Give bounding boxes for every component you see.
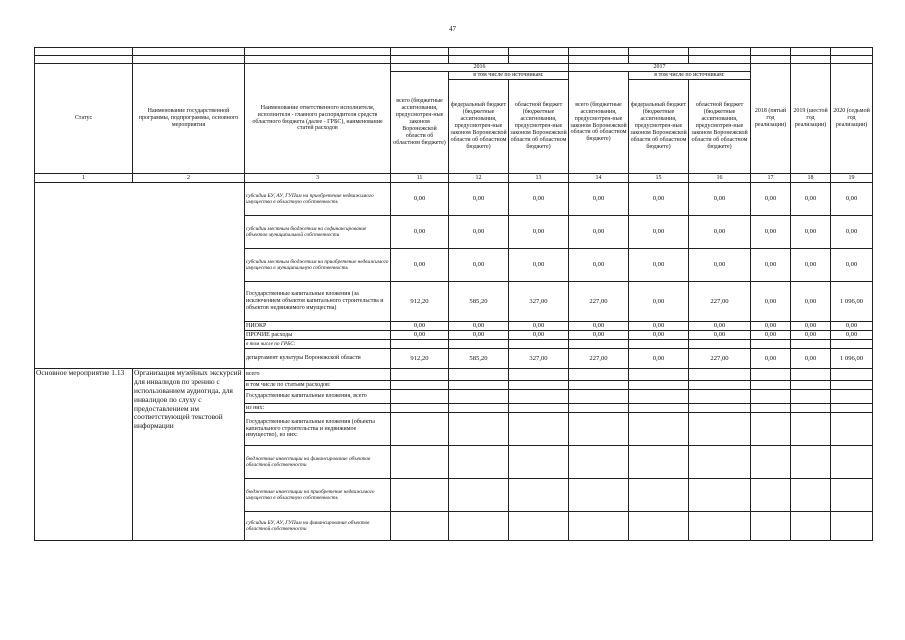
cell-regional-2016: 0,00 bbox=[509, 216, 569, 249]
cell-total-2017: 227,00 bbox=[569, 282, 629, 322]
header-2019: 2019 (шестой год реализации) bbox=[791, 64, 831, 174]
cell-total-2017: 227,00 bbox=[569, 349, 629, 369]
table-row bbox=[35, 369, 873, 381]
cell-2020: 0,00 bbox=[831, 216, 873, 249]
cell-regional-2016: 0,00 bbox=[509, 183, 569, 216]
cell-regional-2016: 0,00 bbox=[509, 331, 569, 340]
cell-federal-2017: 0,00 bbox=[629, 216, 689, 249]
row-label: НИОКР bbox=[245, 322, 391, 331]
row-label: бюджетные инвестиции на финансирование объектов областной собственности bbox=[245, 446, 391, 479]
col-num: 15 bbox=[629, 174, 689, 183]
row-label: бюджетные инвестиции на приобретение недвижимого имущества в областную собственность bbox=[245, 479, 391, 512]
col-num: 18 bbox=[791, 174, 831, 183]
cell-regional-2016: 327,00 bbox=[509, 282, 569, 322]
cell-2018: 0,00 bbox=[751, 331, 791, 340]
cell-regional-2017: 0,00 bbox=[689, 322, 751, 331]
header-federal-2016: федеральный бюджет (бюджетные ассигнования, предусмотрен-ные законом Воронежской области об областном бюджете) bbox=[449, 80, 509, 174]
column-numbers-row bbox=[35, 174, 873, 183]
cell-2020: 0,00 bbox=[831, 322, 873, 331]
col-num: 11 bbox=[391, 174, 449, 183]
cell-total-2017: 0,00 bbox=[569, 322, 629, 331]
cell-total-2016: 912,20 bbox=[391, 349, 449, 369]
cell-2018: 0,00 bbox=[751, 216, 791, 249]
cell-regional-2016: 0,00 bbox=[509, 322, 569, 331]
header-federal-2017: федеральный бюджет (бюджетные ассигнования, предусмотрен-ные законом Воронежской области об областном бюджете) bbox=[629, 80, 689, 174]
header-2018: 2018 (пятый год реализации) bbox=[751, 64, 791, 174]
col-num: 2 bbox=[133, 174, 245, 183]
col-num: 14 bbox=[569, 174, 629, 183]
cell-total-2017: 0,00 bbox=[569, 249, 629, 282]
col-num: 19 bbox=[831, 174, 873, 183]
cell-federal-2017: 0,00 bbox=[629, 183, 689, 216]
cell-regional-2017: 0,00 bbox=[689, 216, 751, 249]
cell-total-2016: 0,00 bbox=[391, 249, 449, 282]
cell-total-2017: 0,00 bbox=[569, 216, 629, 249]
row-label: субсидии БУ, АУ, ГУПам на финансирование объектов областной собственности bbox=[245, 512, 391, 541]
cell-2019: 0,00 bbox=[791, 216, 831, 249]
col-num: 1 bbox=[35, 174, 133, 183]
header-program: Наименование государственной программы, подпрограммы, основного мероприятия bbox=[133, 64, 245, 174]
row-label: Государственные капитальные вложения (объекты капитального строительства и недвижимое имущество), из них: bbox=[245, 413, 391, 446]
header-regional-2017: областной бюджет (бюджетные ассигнования, предусмотрен-ные законом Воронежской области об областном бюджете) bbox=[689, 80, 751, 174]
header-regional-2016: областной бюджет (бюджетные ассигнования, предусмотрен-ные законом Воронежской области об областном бюджете) bbox=[509, 80, 569, 174]
row-label: в том числе по статьям расходов: bbox=[245, 381, 391, 390]
cell-2018: 0,00 bbox=[751, 349, 791, 369]
cell-regional-2016: 327,00 bbox=[509, 349, 569, 369]
cell-federal-2016: 0,00 bbox=[449, 183, 509, 216]
header-status: Статус bbox=[35, 64, 133, 174]
row-label: в том числе по ГРБС: bbox=[245, 340, 391, 349]
col-num: 16 bbox=[689, 174, 751, 183]
row-label: субсидии БУ, АУ, ГУПам на приобретение недвижимого имущества в областную собственность bbox=[245, 183, 391, 216]
cell-regional-2017: 0,00 bbox=[689, 331, 751, 340]
cell-2019: 0,00 bbox=[791, 322, 831, 331]
cell-regional-2017: 227,00 bbox=[689, 349, 751, 369]
row-label: ПРОЧИЕ расходы bbox=[245, 331, 391, 340]
col-num: 17 bbox=[751, 174, 791, 183]
row-label: из них: bbox=[245, 404, 391, 413]
header-total-2016: всего (бюджетные ассигнования, предусмотрен-ные законом Воронежской области об областном бюджете) bbox=[391, 72, 449, 174]
header-year-2016: 2016 bbox=[391, 64, 569, 72]
cell-total-2016: 0,00 bbox=[391, 183, 449, 216]
page-number: 47 bbox=[449, 25, 456, 33]
cell-total-2016: 0,00 bbox=[391, 322, 449, 331]
cell-2019: 0,00 bbox=[791, 249, 831, 282]
header-year-2017: 2017 bbox=[569, 64, 751, 72]
cell-2019: 0,00 bbox=[791, 331, 831, 340]
cell-federal-2016: 585,20 bbox=[449, 282, 509, 322]
cell-federal-2016: 585,20 bbox=[449, 349, 509, 369]
cell-total-2016: 0,00 bbox=[391, 216, 449, 249]
cell-federal-2017: 0,00 bbox=[629, 282, 689, 322]
row-label: Государственные капитальные вложения (за исключением объектов капитального строительства и объектов недвижимого имущества) bbox=[245, 282, 391, 322]
row-label: департамент культуры Воронежской области bbox=[245, 349, 391, 369]
cell-2018: 0,00 bbox=[751, 322, 791, 331]
header-sources-2016: в том числе по источникам: bbox=[449, 72, 569, 80]
cell-2020: 1 096,00 bbox=[831, 349, 873, 369]
cell-regional-2016: 0,00 bbox=[509, 249, 569, 282]
row-label: субсидии местным бюджетам на приобретение недвижимого имущества в муниципальную собственность bbox=[245, 249, 391, 282]
measure-name: Организация музейных экскурсий для инвалидов по зрению с использованием аудиогида, для инвалидов по слуху с предоставлением им соответствующей текстовой информации bbox=[133, 369, 245, 541]
cell-regional-2017: 0,00 bbox=[689, 249, 751, 282]
cell-2020: 0,00 bbox=[831, 249, 873, 282]
cell-federal-2017: 0,00 bbox=[629, 322, 689, 331]
budget-table bbox=[34, 47, 873, 541]
cell-2020: 0,00 bbox=[831, 183, 873, 216]
cell-federal-2016: 0,00 bbox=[449, 249, 509, 282]
cell-federal-2016: 0,00 bbox=[449, 331, 509, 340]
cell-total-2016: 912,20 bbox=[391, 282, 449, 322]
header-2020: 2020 (седьмой год реализации) bbox=[831, 64, 873, 174]
cell-2019: 0,00 bbox=[791, 183, 831, 216]
col-num: 13 bbox=[509, 174, 569, 183]
header-executor: Наименование ответственного исполнителя, исполнителя - главного распорядителя средств областного бюджета (далее - ГРБС), наименование статей расходов bbox=[245, 64, 391, 174]
cell-federal-2016: 0,00 bbox=[449, 216, 509, 249]
cell-regional-2017: 0,00 bbox=[689, 183, 751, 216]
cell-federal-2017: 0,00 bbox=[629, 349, 689, 369]
cell-2020: 1 096,00 bbox=[831, 282, 873, 322]
empty-merged-cell bbox=[35, 183, 245, 369]
cell-2018: 0,00 bbox=[751, 282, 791, 322]
cell-federal-2017: 0,00 bbox=[629, 249, 689, 282]
cell-2018: 0,00 bbox=[751, 249, 791, 282]
cell-2018: 0,00 bbox=[751, 183, 791, 216]
measure-status: Основное мероприятие 1.13 bbox=[35, 369, 133, 541]
header-sources-2017: в том числе по источникам: bbox=[629, 72, 751, 80]
table-row bbox=[35, 183, 873, 216]
cell-2019: 0,00 bbox=[791, 349, 831, 369]
cell-2020: 0,00 bbox=[831, 331, 873, 340]
cell-2019: 0,00 bbox=[791, 282, 831, 322]
cell-total-2017: 0,00 bbox=[569, 331, 629, 340]
cell-total-2016: 0,00 bbox=[391, 331, 449, 340]
cell-federal-2016: 0,00 bbox=[449, 322, 509, 331]
cell-regional-2017: 227,00 bbox=[689, 282, 751, 322]
cell-federal-2017: 0,00 bbox=[629, 331, 689, 340]
row-label: всего bbox=[245, 369, 391, 381]
header-total-2017: всего (бюджетные ассигнования, предусмотрен-ные законом Воронежской области об областном бюджете) bbox=[569, 72, 629, 174]
col-num: 12 bbox=[449, 174, 509, 183]
row-label: Государственные капитальные вложения, всего bbox=[245, 390, 391, 404]
cell-total-2017: 0,00 bbox=[569, 183, 629, 216]
row-label: субсидии местным бюджетам на софинансирование объектов муниципальной собственности bbox=[245, 216, 391, 249]
col-num: 3 bbox=[245, 174, 391, 183]
